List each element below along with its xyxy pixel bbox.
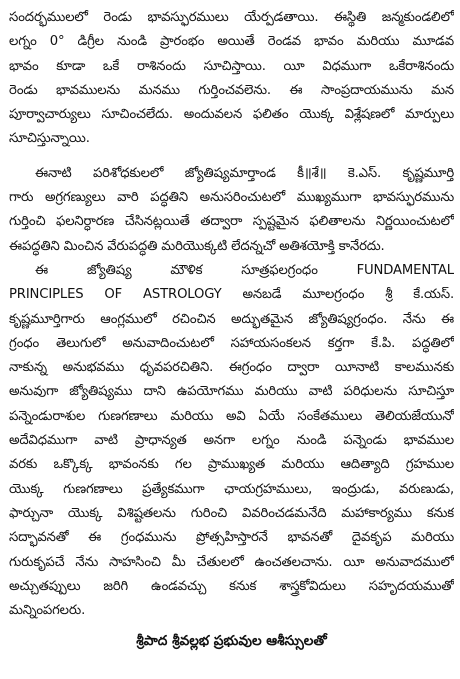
paragraph-3 [9,259,454,623]
text-line: అనువుగా జ్యోతిష్యము దాని ఉపయోగము మరియు వాటి పరిధులను సూచిస్తూ [9,384,454,400]
text-line: ఫార్చునా యొక్క విశిష్టతలను గురించి వివరించడమనేది మహాకార్యము కనుక [9,505,454,521]
text-line: మన్నింపగలరు. [9,603,86,619]
text-line: వరకు ఒక్కొక్క భావంనకు గల ప్రాముఖ్యత మరియు ఆదిత్యాది గ్రహముల [9,457,454,473]
paragraph-gap [9,152,454,162]
text-line: గారు అగ్రగణ్యులు వారి పద్ధతిని అనుసరించుటలో ముఖ్యముగా భావస్ఫురమును [9,190,454,206]
paragraph-2 [9,162,454,259]
blessing-line: శ్రీపాద శ్రీవల్లభ ప్రభువుల ఆశీస్సులతో [136,633,327,650]
text-line: ఈనాటి పరిశోధకులలో జ్యోతిష్యమార్తాండ కీ॥శే॥ కె.ఎస్. కృష్ణమూర్తి [35,165,454,181]
text-line: గురుకృపచే నేను సాహసించి మీ చేతులలో ఉంచతలచాను. యీ అనువాదములో [9,554,454,570]
text-line: సూచిస్తున్నాయి. [9,131,90,147]
text-line: పన్నెండురాశుల గుణగణాలు మరియు అవి ఏయే సంకేతములు తెలియజేయునో [9,408,454,424]
text-line: భావం కూడా ఒకే రాశినందు సూచిస్తాయి. యీ విధముగా ఒకేరాశినందు [9,58,454,74]
text-line: ఈపద్ధతిని మించిన వేరుపద్ధతి మరియొక్కటి లేదన్నచో అతిశయోక్తి కానేరదు. [9,238,385,254]
text-line: లగ్నం 0° డిగ్రీల నుండి ప్రారంభం అయితే రెండవ భావం మరియు మూడవ [9,34,454,50]
text-line: యొక్క గుణగణాలు ప్రత్యేకముగా ఛాయగ్రహములు, ఇంద్రుడు, వరుణుడు, [9,481,454,497]
text-line: నాకున్న అనుభవము ధృవపరచితిని. ఈగ్రంధం ద్వారా యీనాటి కాలమునకు [9,360,454,376]
text-line: గ్రంధం తెలుగులో అనువాదించుటలో సహాయసంకలన కర్తగా కే.పి. పద్ధతిలో [9,335,454,351]
text-line: రెండు భావములను మనము గుర్తించవలెను. ఈ సాంప్రదాయమును మన [9,82,454,98]
text-line: ఈ జ్యోతిష్య మౌళిక సూత్రఫలగ్రంధం FUNDAMENTAL [35,262,454,278]
text-line: సద్భావనతో ఈ గ్రంధమును ప్రోత్సహిస్తారనే భావనతో దైవకృప మరియు [9,530,454,546]
text-line: కృష్ణమూర్తిగారు ఆంగ్లములో రచించిన అద్భుతమైన జ్యోతిష్యగ్రంధం. నేను ఈ [9,311,454,327]
text-line: PRINCIPLES OF ASTROLOGY అనబడే మూలగ్రంధం శ్రీ కే.యస్. [9,287,454,303]
paragraph-1 [9,6,454,152]
text-line: పూర్వాచార్యులు సూచించలేదు. అందువలన ఫలితం యొక్క విశ్లేషణలో మార్పులు [9,107,454,123]
text-line: సందర్భములలో రెండు భావస్ఫురములు యేర్పడతాయి. ఈస్థితి జన్మకుండలిలో [9,10,454,25]
text-line: గుర్తించి ఫలనిర్ధారణ చేసినట్లయితే తద్వారా స్పష్టమైన ఫలితాలను నిర్ణయించుటలో [9,214,454,230]
text-line: అదేవిధముగా వాటి ప్రాధాన్యత అనగా లగ్నం నుండి పన్నెండు భావముల [9,433,454,449]
text-line: అచ్చుతప్పులు జరిగి ఉండవచ్చు కనుక శాస్త్రకోవిదులు సహృదయముతో [9,578,454,594]
